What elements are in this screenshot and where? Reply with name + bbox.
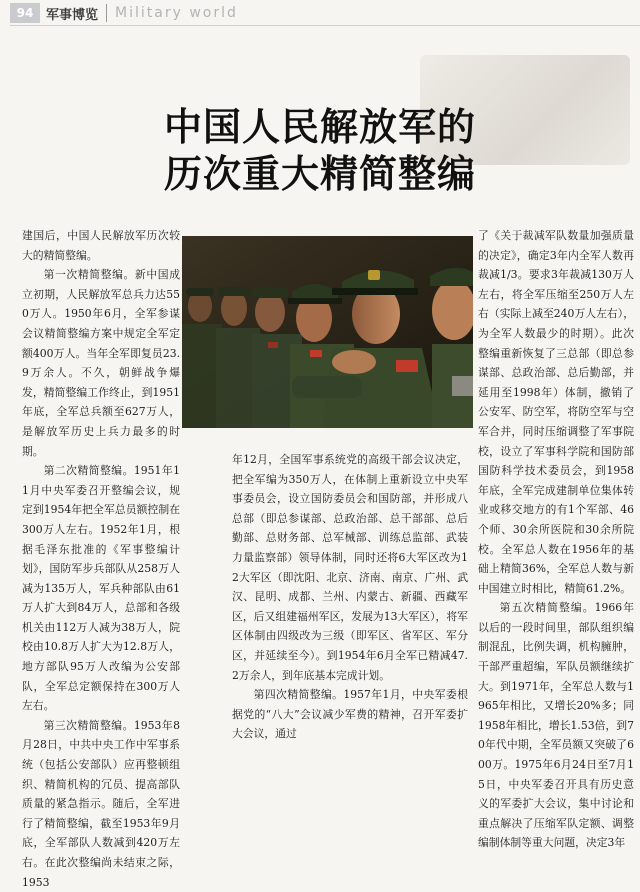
text-column-1 bbox=[22, 226, 180, 892]
paragraph: 了《关于裁减军队数量加强质量的决定》，确定3年内全军人数再裁减1/3。要求3年裁减130万人左右，将全军压缩至250万人左右（实际上减至240万人左右），为全军人数最少的时期）。此次整编重新恢复了三总部（即总参谋部、总政治部、总后勤部，并延用至1998年）体制，撤销了公安军、防空军，将防空军与空军合并，同时压缩调整了军事院校，设立了军事科学院和国防部国防科学技术委员会，到1958年底，全军完成建制单位集体转业或移交地方的有1个军部、46个师、30余所医院和30余所院校。全军总人数在1956年的基础上精简36%，全军总人数与新中国建立时相比，精简61.2%。 bbox=[478, 229, 634, 595]
article-title-line-2: 历次重大精简整编 bbox=[163, 151, 476, 196]
header-rule bbox=[10, 25, 640, 26]
soldiers-photo bbox=[182, 236, 473, 428]
paragraph: 第二次精简整编。1951年11月中央军委召开整编会议，规定到1954年把全军总员额控制在300万人左右。1952年1月，根据毛泽东批准的《军事整编计划》，国防军步兵部队从258万人减为135万人，军兵种部队由61万人扩大到84万人，总部和各级机关由112万人减为38万人，院校由10.8万人扩大为12.8万人，地方部队95万人改编为公安部队，全军总定额保持在300万人左右。 bbox=[22, 464, 180, 713]
paragraph: 第四次精简整编。1957年1月，中央军委根据党的“八大”会议减少军费的精神，召开军委扩大会议，通过 bbox=[232, 688, 468, 741]
paragraph: 第五次精简整编。1966年以后的一段时间里，部队组织编制混乱，比例失调，机构臃肿，干部严重超编，军队员额继续扩大。到1971年，全军总人数与1965年相比，又增长20%多；同1958年相比，增长1.53倍，到70年代中期，全军员额又突破了600万。1975年6月24日至7月15日，中央军委召开具有历史意义的军委扩大会议，集中讨论和重点解决了压缩军队定额、调整编制体制等重大问题，决定3年 bbox=[478, 601, 634, 850]
section-english-title: Military world bbox=[115, 5, 238, 21]
page-header bbox=[0, 0, 640, 26]
header-divider bbox=[106, 4, 107, 22]
section-title: 军事博览 bbox=[46, 7, 99, 23]
paragraph: 年12月，全国军事系统党的高级干部会议决定，把全军编为350万人，在体制上重新设立中央军事委员会，设立国防委员会和国防部，并形成八总部（即总参谋部、总政治部、总干部部、总后勤部、总财务部、总军械部、训练总监部、武装力量监察部）领导体制，同时还将6大军区改为12大军区（即沈阳、北京、济南、南京、广州、武汉、昆明、成都、兰州、内蒙古、新疆、西藏军区，后又组建福州军区，发展为13大军区），将军区体制由四级改为三级（即军区、省军区、军分区，并延续至今）。到1954年6月全军已精减47.2万余人，到年底基本完成计划。 bbox=[232, 453, 468, 682]
paragraph: 第一次精简整编。新中国成立初期，人民解放军总兵力达550万人。1950年6月，全军参谋会议精简整编方案中规定全军定额400万人。当年全军即复员23.9万余人。不久，朝鲜战争爆发，精简整编工作终止，到1951年底，全军总兵额至627万人，是解放军历史上兵力最多的时期。 bbox=[22, 268, 180, 458]
paragraph: 第三次精简整编。1953年8月28日，中共中央工作中军事系统（包括公安部队）应再整顿组织、精简机构的冗员、提高部队质量的紧急指示。随后，全军进行了精简整编，截至1953年9月底，全军部队人数减到420万左右。在此次整编尚未结束之际，1953 bbox=[22, 718, 180, 889]
text-column-2 bbox=[232, 450, 468, 744]
paragraph: 建国后，中国人民解放军历次较大的精简整编。 bbox=[22, 229, 180, 262]
page-number: 94 bbox=[10, 3, 40, 23]
text-column-3 bbox=[478, 226, 634, 853]
article-title-line-1: 中国人民解放军的 bbox=[163, 104, 476, 149]
